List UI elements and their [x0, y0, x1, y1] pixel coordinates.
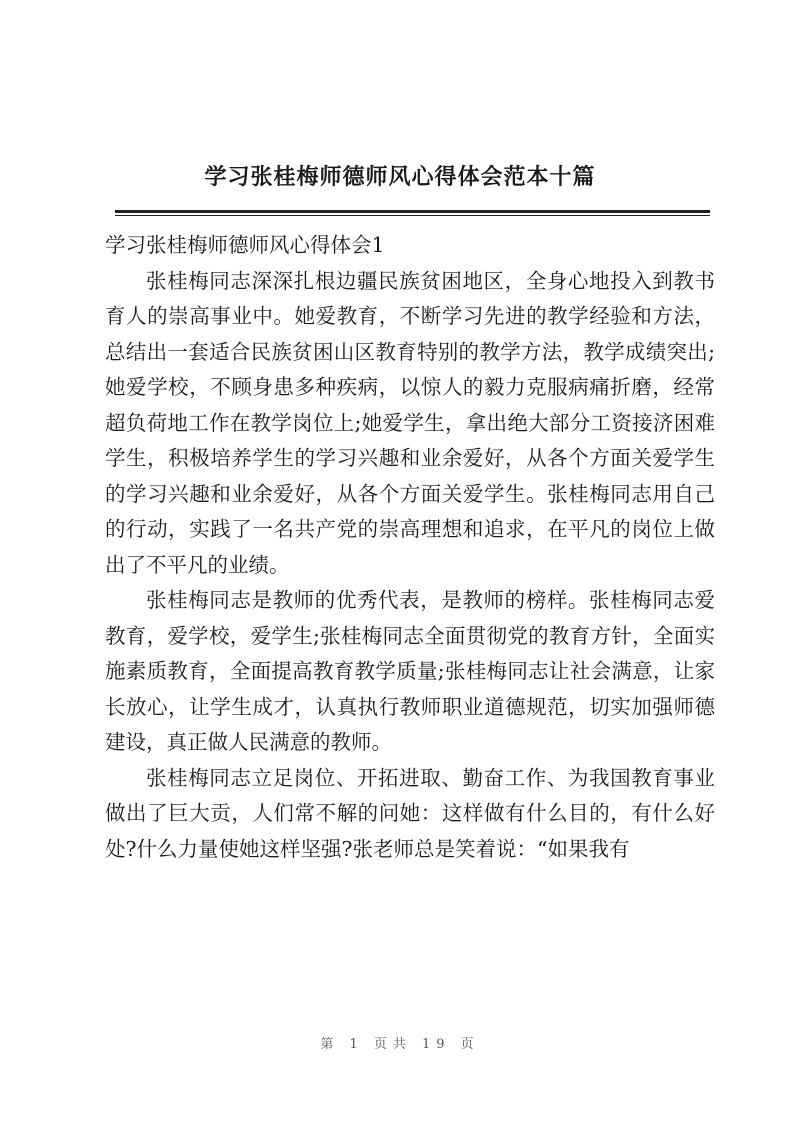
title-divider-thin [115, 215, 710, 216]
paragraph: 张桂梅同志深深扎根边疆民族贫困地区，全身心地投入到教书育人的崇高事业中。她爱教育，不断学习先进的教学经验和方法，总结出一套适合民族贫困山区教育特别的教学方法，教学成绩突出;她爱学校，不顾身患多种疾病，以惊人的毅力克服病痛折磨，经常超负荷地工作在教学岗位上;她爱学生，拿出绝大部分工资接济困难学生，积极培养学生的学习兴趣和业余爱好，从各个方面关爱学生的学习兴趣和业余爱好，从各个方面关爱学生。张桂梅同志用自己的行动，实践了一名共产党的崇高理想和追求，在平凡的岗位上做出了不平凡的业绩。 [105, 268, 715, 577]
paragraph: 张桂梅同志是教师的优秀代表，是教师的榜样。张桂梅同志爱教育，爱学校，爱学生;张桂梅同志全面贯彻党的教育方针，全面实施素质教育，全面提高教育教学质量;张桂梅同志让社会满意，让家长放心，让学生成才，认真执行教师职业道德规范，切实加强师德建设，真正做人民满意的教师。 [105, 588, 715, 754]
page-number-footer: 第 1 页共 19 页 [320, 1037, 480, 1052]
paragraph: 张桂梅同志立足岗位、开拓进取、勤奋工作、为我国教育事业做出了巨大贡，人们常不解的问她：这样做有什么目的，有什么好处?什么力量使她这样坚强?张老师总是笑着说：“如果我有 [105, 765, 715, 861]
document-title: 学习张桂梅师德师风心得体会范本十篇 [204, 164, 596, 190]
title-divider [115, 210, 710, 213]
document-body [105, 228, 715, 867]
section-heading: 学习张桂梅师德师风心得体会1 [105, 233, 385, 257]
